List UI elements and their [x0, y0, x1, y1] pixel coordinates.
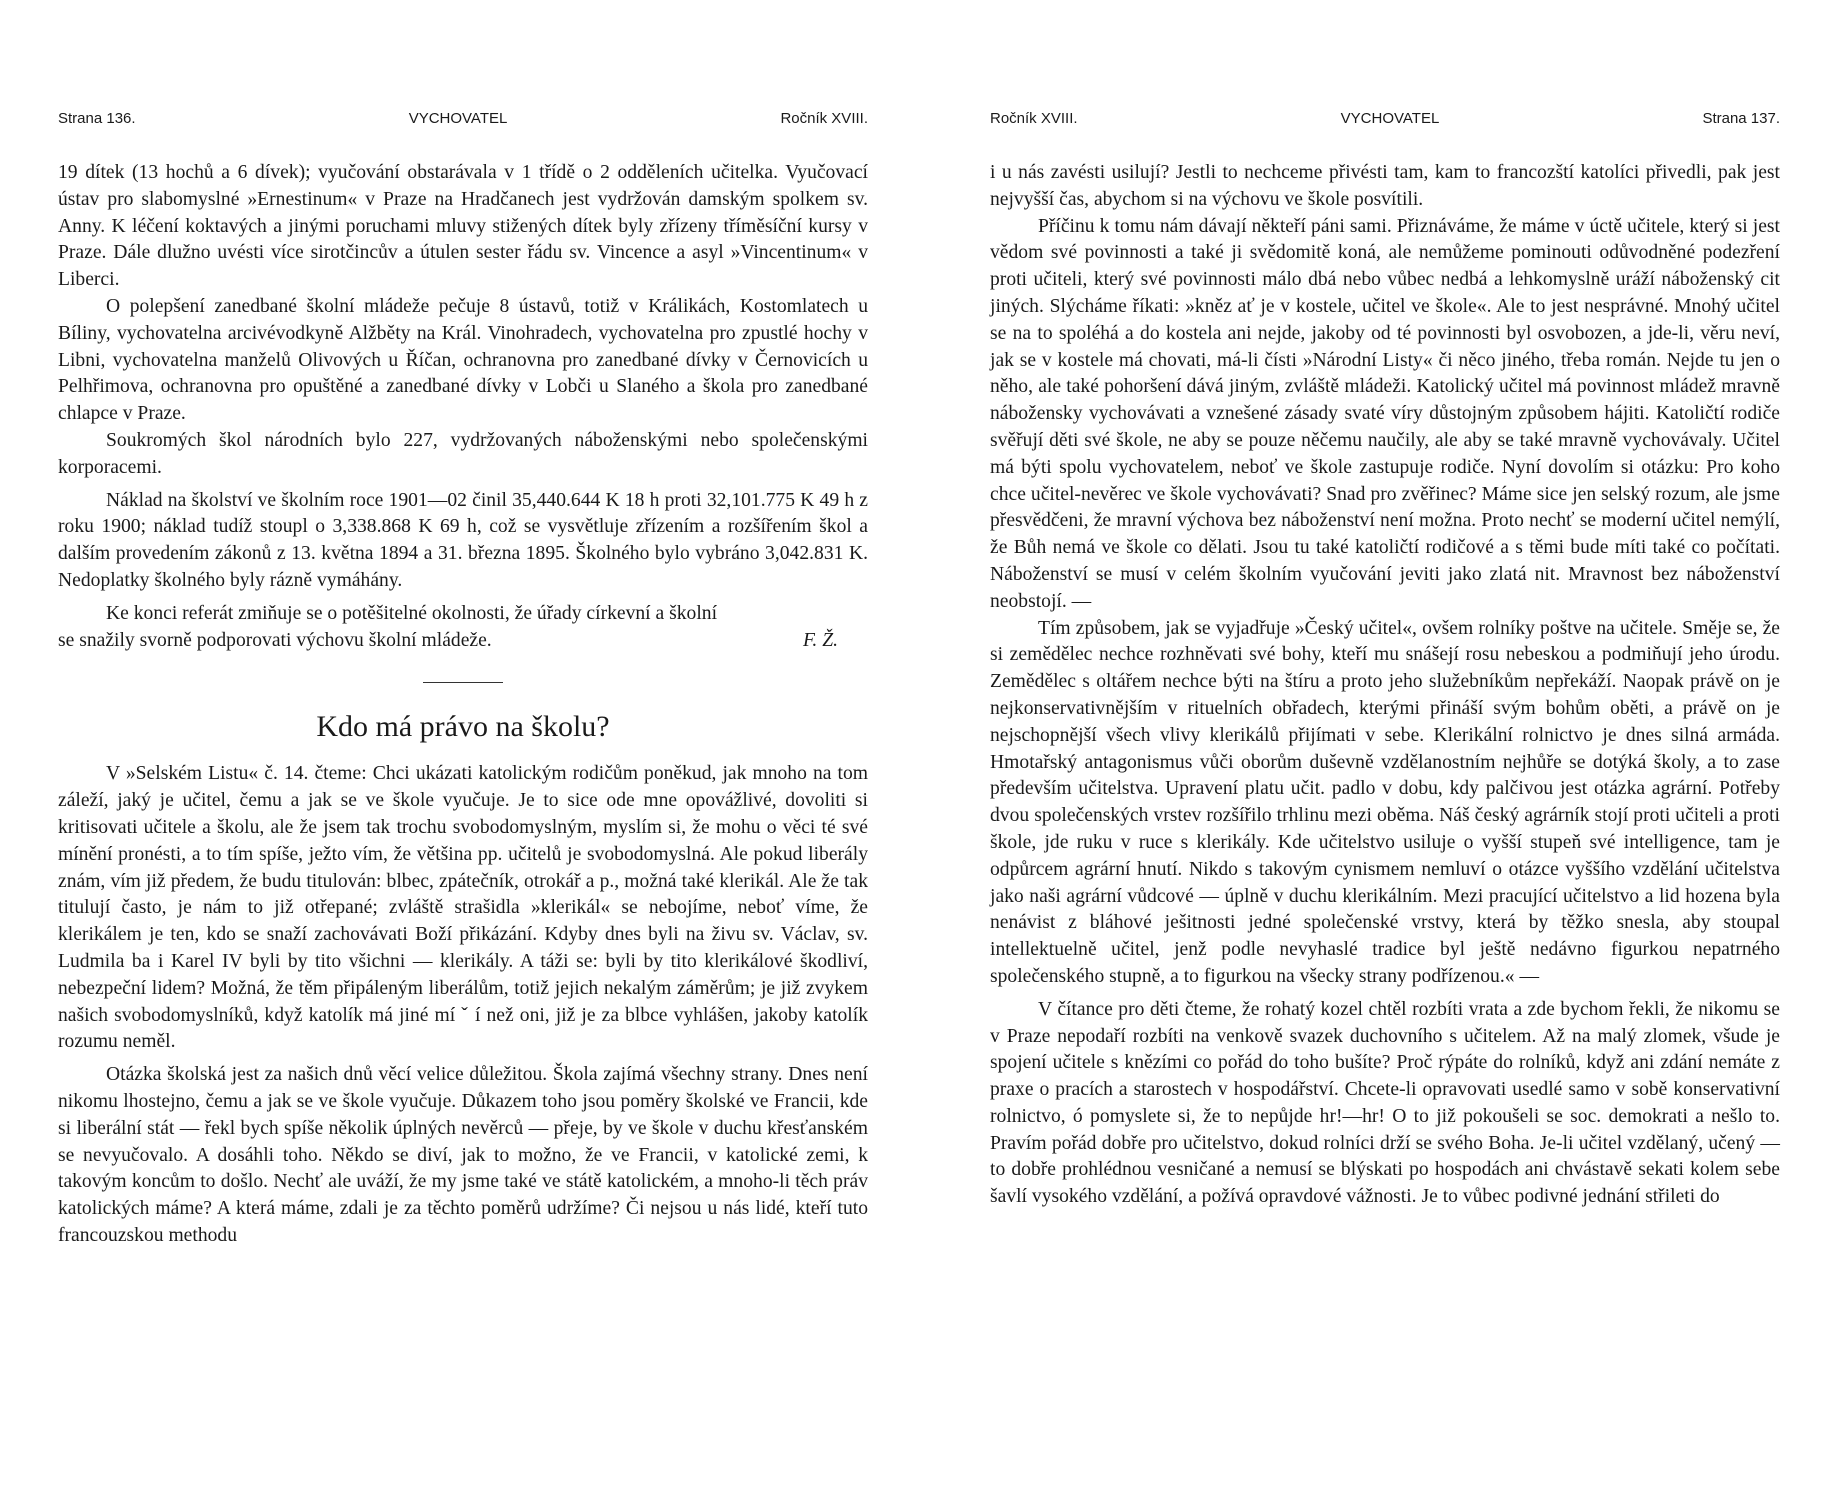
- page-number-left: Strana 136.: [58, 110, 136, 127]
- left-page-body: [58, 160, 868, 1250]
- paragraph: i u nás zavésti usilují? Jestli to nechceme přivésti tam, kam to francozští katolíci přivedli, pak jest nejvyšší čas, abychom si na výchovu ve škole posvítili.: [990, 162, 1780, 210]
- paragraph: O polepšení zanedbané školní mládeže pečuje 8 ústavů, totiž v Králikách, Kostomlatech u Bíliny, vychovatelna arcivévodkyně Alžběty na Král. Vinohradech, vychovatelna pro zpustlé hochy v Libni, vychovatelna manželů Olivových u Říčan, ochranovna pro zanedbané dívky v Černovicích u Pelhřimova, ochranovna pro opuštěné a zanedbané dívky v Lobči u Slaného a škola pro zanedbané chlapce v Praze.: [58, 295, 868, 425]
- paragraph: Náklad na školství ve školním roce 1901—02 činil 35,440.644 K 18 h proti 32,101.775 K 49 h z roku 1900; náklad tudíž stoupl o 3,338.868 K 69 h, což se vysvětluje zřízením a rozšířením škol a dalším provedením zákonů z 13. května 1894 a 31. března 1895. Školného bylo vybráno 3,042.831 K. Nedoplatky školného byly rázně vymáhány.: [58, 489, 868, 591]
- right-page: [990, 110, 1780, 1211]
- paragraph: V čítance pro děti čteme, že rohatý kozel chtěl rozbíti vrata a zde bychom řekli, že nikomu se v Praze nepodaří rozbíti na venkově svazek duchovního s učitelem. Až na malý zlomek, všude je spojení učitele s knězími co pořád do toho bušíte? Proč rýpáte do rolníků, když ani zdání nemáte z praxe o pracích a starostech v hospodářství. Chcete-li opravovati usedlé samo v sobě konservativní rolnictvo, ó pomyslete si, že to nepůjde hr!—hr! O to již pokoušeli se soc. demokrati a nešlo to. Pravím pořád dobře pro učitelstvo, dokud rolníci drží se svého Boha. Je-li učitel vzdělaný, učený — to dobře prohlédnou vesničané a nemusí se blýskati po hospodách ani chvástavě sekati kolem sebe šavlí vysokého vzdělání, a požívá opravdové vážnosti. Je to vůbec podivné jednání střileti do: [990, 998, 1780, 1208]
- paragraph: Tím způsobem, jak se vyjadřuje »Český učitel«, ovšem rolníky poštve na učitele. Směje se, že si zemědělec nechce rozhněvati své bohy, kteří mu snášejí rosu nebeskou a podmiňují jeho úrodu. Zemědělec s oltářem nechce býti na štíru a proto jeho služebníkům nepřekáží. Naopak právě on je nejkonservativnějším v rituelních obřadech, kterými přináší svým bohům oběti, a právě on je nejschopnější všech vlivy klerikálů přijímati v sebe. Klerikální rolnictvo je dnes silná armáda. Hmotařský antagonismus vůči oborům duševně vzdělanostním nejhůře se dotýká školy, a to zase především učitelstva. Upravení platu učit. padlo v dobu, kdy palčivou jest otázka agrární. Potřeby dvou společenských vrstev rozšířilo trhlinu mezi oběma. Náš český agrárník stojí proti učiteli a proti škole, jde ruku v ruce s klerikály. Kde učitelstvo usiluje o vyšší stupeň své intelligence, tam je odpůrcem agrární hnutí. Nikdo s takovým cynismem nemluví o otázce vyššího vzdělání učitelstva jako naši agrární vůdcové — úplně v duchu klerikálním. Mezi pracující učitelstvo a lid hozena byla nenávist z bláhové ješitnosti jedné společenské vrstvy, která by těžko snesla, aby stoupal intellektuelně učitel, jenž podle nevyhaslé tradice byl ještě nedávno figurkou nepatrného společenského stupně, a to figurkou na všecky strany podřízenou.« —: [990, 617, 1780, 987]
- journal-title-right: VYCHOVATEL: [1340, 110, 1440, 127]
- page-number-right: Strana 137.: [1702, 110, 1780, 127]
- closing-paragraph: [58, 601, 868, 628]
- right-page-body: [990, 160, 1780, 1211]
- left-page: [58, 110, 868, 1250]
- left-page-header: [58, 110, 868, 132]
- journal-title-left: VYCHOVATEL: [408, 110, 508, 127]
- closing-line-1: Ke konci referát zmiňuje se o potěšitelné okolnosti, že úřady církevní a školní: [106, 602, 718, 624]
- closing-line-row: [58, 628, 868, 655]
- volume-left: Ročník XVIII.: [780, 110, 868, 127]
- closing-line-2: se snažily svorně podporovati výchovu školní mládeže.: [58, 629, 492, 651]
- section-divider: [423, 682, 503, 683]
- paragraph: 19 dítek (13 hochů a 6 dívek); vyučování obstarávala v 1 třídě o 2 odděleních učitelka. Vyučovací ústav pro slabomyslné »Ernestinum« v Praze na Hradčanech jest vydržován damským spolkem sv. Anny. K léčení koktavých a jinými poruchami mluvy stižených dítek byly zřízeny tříměsíční kursy v Praze. Dále dlužno uvésti více sirotčincův a útulen sester řádu sv. Vincence a asyl »Vincentinum« v Liberci.: [58, 162, 868, 291]
- paragraph: Otázka školská jest za našich dnů věcí velice důležitou. Škola zajímá všechny strany. Dnes není nikomu lhostejno, čemu a jak se ve škole vyučuje. Důkazem toho jsou poměry školské ve Francii, kde si liberální stát — řekl bych spíše několik úplných nevěrců — přeje, by ve škole v duchu křesťanském se nevyučovalo. A dosáhli toho. Někdo se diví, jak to možno, že ve Francii, v katolické zemi, k takovým koncům to došlo. Nechť ale uváží, že my jsme také ve státě katolickém, a mnoho-li těch práv katolických máme? A která máme, zdali je za těchto poměrů udržíme? Či nejsou u nás lidé, kteří tuto francouzskou methodu: [58, 1064, 868, 1246]
- paragraph: Soukromých škol národních bylo 227, vydržovaných náboženskými nebo společenskými korporacemi.: [58, 429, 868, 478]
- right-page-header: [990, 110, 1780, 132]
- paragraph: V »Selském Listu« č. 14. čteme: Chci ukázati katolickým rodičům poněkud, jak mnoho na tom záleží, jaký je učitel, čemu a jak se ve škole vyučuje. Je to sice ode mne opovážlivé, dovoliti si kritisovati učitele a školu, ale že jsem tak trochu svobodomyslným, myslím si, že mohu o věci té své mínění pronésti, a to tím spíše, ježto vím, že většina pp. učitelů je svobodomyslná. Ale pokud liberály znám, vím již předem, že budu titulován: blbec, zpátečník, otrokář a p., možná také klerikál. Ale že tak titulují často, je nám to již otřepané; zvláště strašidla »klerikál« se nebojíme, neboť víme, že klerikálem je ten, kdo se snaží zachovávati Boží přikázání. Kdyby dnes byli na živu sv. Václav, sv. Ludmila ba i Karel IV byli by tito všichni — klerikály. A táži se: byli by tito klerikálové škodliví, nebezpeční lidem? Možná, že těm připáleným liberálům, totiž jejich nekalým záměrům; je již zvykem našich svobodomyslníků, když katolík má jiné mí ˇ í než oni, již je za blbce vyhlášen, jakoby katolík rozumu neměl.: [58, 763, 868, 1053]
- paragraph: Příčinu k tomu nám dávají někteří páni sami. Přiznáváme, že máme v úctě učitele, který si jest vědom své povinnosti a také ji svědomitě koná, ale nemůžeme pominouti odůvodněné podezření proti učiteli, který své povinnosti málo dbá nebo vůbec nedbá a lehkomyslně uráží náboženský cit jiných. Slýcháme říkati: »kněz ať je v kostele, učitel ve škole«. Ale to jest nesprávné. Mnohý učitel se na to spoléhá a do kostela ani nejde, jakoby od té povinnosti byl osvobozen, a jde-li, věru neví, jak se v kostele má chovati, má-li čísti »Národní Listy« či něco jiného, třeba román. Nejde tu jen o něho, ale také pohoršení dává jiným, zvláště mládeži. Katolický učitel má povinnost mládež mravně nábožensky vychovávati a vznešené zásady svaté víry důstojným způsobem hájiti. Katoličtí rodiče svěřují děti své škole, ne aby se pouze něčemu naučily, ale aby se také mravně vychovávaly. Učitel má býti spolu vychovatelem, neboť ve škole zastupuje rodiče. Nyní dovolím si otázku: Pro koho chce učitel-nevěrec ve škole vychovávati? Snad pro zvěřinec? Máme sice jen selský rozum, ale jsme přesvědčeni, že mravní výchova bez náboženství není možna. Proto nechť se moderní učitel nemýlí, že Bůh nemá ve škole co dělati. Jsou tu také katoličtí rodičové a s těmi bude míti také co počítati. Náboženství se musí v celém školním vyučování jeviti jako zlatá nit. Mravnost bez náboženství neobstojí. —: [990, 215, 1780, 612]
- article-title: Kdo má právo na školu?: [316, 710, 610, 744]
- volume-right: Ročník XVIII.: [990, 110, 1078, 127]
- author-signature: F. Ž.: [802, 629, 838, 651]
